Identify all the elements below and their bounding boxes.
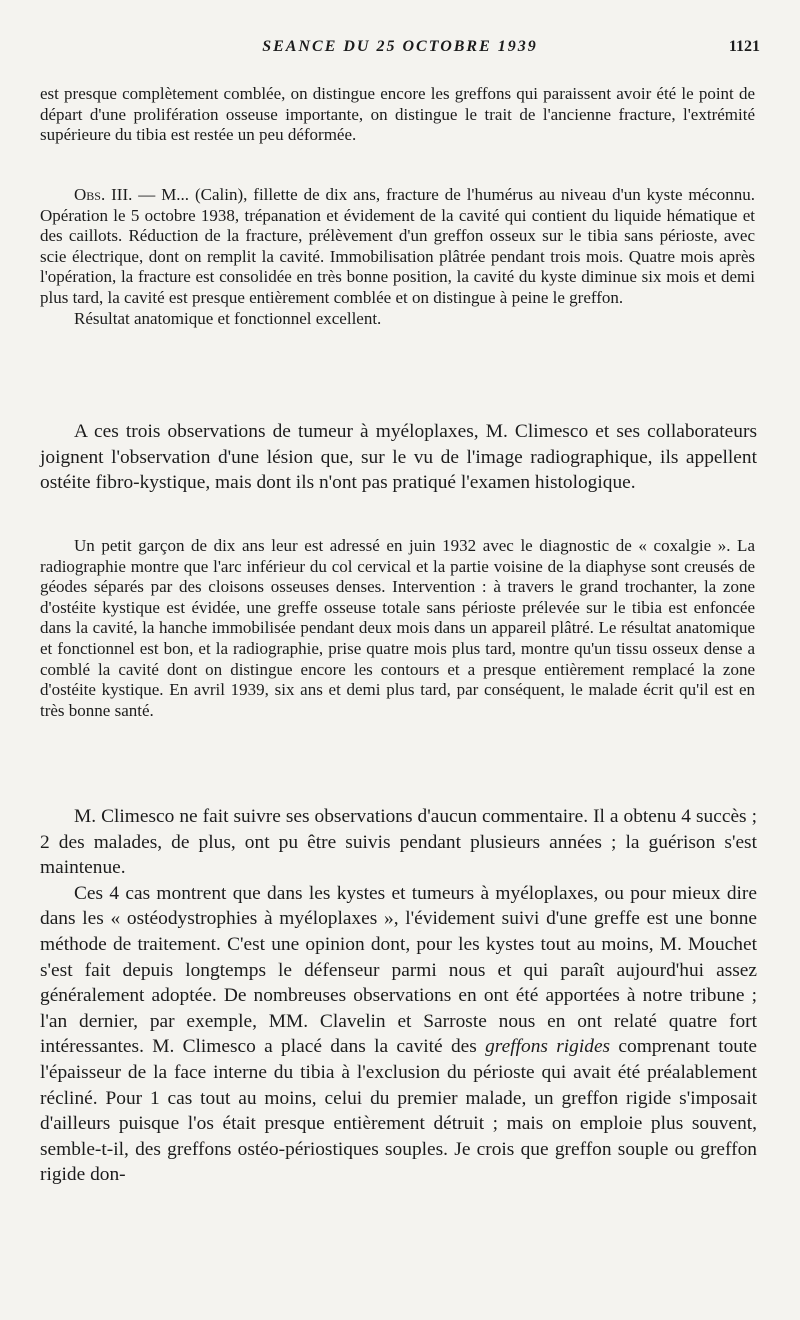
observation-3: [40, 185, 755, 329]
observation-result: Résultat anatomique et fonctionnel excellent.: [74, 308, 382, 328]
climesco-paragraph: M. Climesco ne fait suivre ses observations d'aucun commentaire. Il a obtenu 4 succès ; 2 des malades, de plus, ont pu être suivis pendant plusieurs années ; la guérison s'est maintenue.: [40, 806, 757, 879]
final-paragraph: [40, 881, 757, 1188]
intro-paragraph: [40, 419, 757, 496]
commentary: [40, 804, 757, 1188]
observation-label: Obs. III.: [74, 185, 133, 204]
paragraph-text: Un petit garçon de dix ans leur est adressé en juin 1932 avec le diagnostic de « coxalgie ». La radiographie montre que l'arc inférieur du col cervical et la partie voisine de la diaphyse sont creusés de géodes séparés par des cloisons osseuses denses. Intervention : à travers le grand trochanter, la zone d'ostéite kystique est évidée, une greffe osseuse totale sans périoste prélevée sur le tibia est enfoncée dans la cavité, la hanche immobilisée pendant deux mois dans un appareil plâtré. Le résultat anatomique et fonctionnel est bon, et la radiographie, prise quatre mois plus tard, montre qu'un tissu osseux dense a comblé la cavité dont on distingue encore les contours et a presque entièrement remplacé la zone d'ostéite kystique. En avril 1939, six ans et demi plus tard, par conséquent, le malade écrit qu'il est en très bonne santé.: [40, 536, 755, 720]
final-text-before: Ces 4 cas montrent que dans les kystes et tumeurs à myéloplaxes, ou pour mieux dire dans les « ostéodystrophies à myéloplaxes », l'évidement suivi d'une greffe est une bonne méthode de traitement. C'est une opinion dont, pour les kystes tout au moins, M. Mouchet s'est fait depuis longtemps le défenseur parmi nous et qui paraît aujourd'hui assez généralement adoptée. De nombreuses observations en ont été apportées à notre tribune ; l'an dernier, par exemple, MM. Clavelin et Sarroste nous en ont relaté quatre fort intéressantes. M. Climesco a placé dans la cavité des: [40, 882, 757, 1058]
final-text-after: comprenant toute l'épaisseur de la face interne du tibia à l'exclusion du périoste qui avait été préalablement récliné. Pour 1 cas tout au moins, celui du premier malade, un greffon rigide s'imposait d'ailleurs puisque l'os était presque entièrement détruit ; mais on emploie plus souvent, semble-t-il, des greffons ostéo-périostiques souples. Je crois que greffon souple ou greffon rigide don-: [40, 1036, 757, 1186]
running-head: [40, 38, 760, 62]
running-title: SEANCE DU 25 OCTOBRE 1939: [262, 38, 538, 55]
emphasis-greffons-rigides: greffons rigides: [485, 1036, 611, 1058]
observation-body: — M... (Calin), fillette de dix ans, fracture de l'humérus au niveau d'un kyste méconnu. Opération le 5 octobre 1938, trépanation et évidement de la cavité qui contient du liquide hématique et des caillots. Réduction de la fracture, prélèvement d'un greffon osseux sur le tibia sans périoste, avec scie électrique, dont on remplit la cavité. Immobilisation plâtrée pendant trois mois. Quatre mois après l'opération, la fracture est consolidée en très bonne position, la cavité du kyste diminue six mois et demi plus tard, la cavité est presque entièrement comblée et on distingue à peine le greffon.: [40, 185, 755, 307]
page-number: 1121: [728, 38, 760, 55]
paragraph-text: A ces trois observations de tumeur à myéloplaxes, M. Climesco et ses collaborateurs joignent l'observation d'une lésion que, sur le vu de l'image radiographique, ils appellent ostéite fibro-kystique, mais dont ils n'ont pas pratiqué l'examen histologique.: [40, 421, 757, 494]
continued-paragraph: [40, 84, 755, 146]
observation-3-text: [40, 185, 755, 309]
paragraph-text: est presque complètement comblée, on distingue encore les greffons qui paraissent avoir été le point de départ d'une prolifération osseuse importante, on distingue le trait de l'ancienne fracture, l'extrémité supérieure du tibia est restée un peu déformée.: [40, 84, 755, 145]
case-paragraph: [40, 536, 755, 721]
